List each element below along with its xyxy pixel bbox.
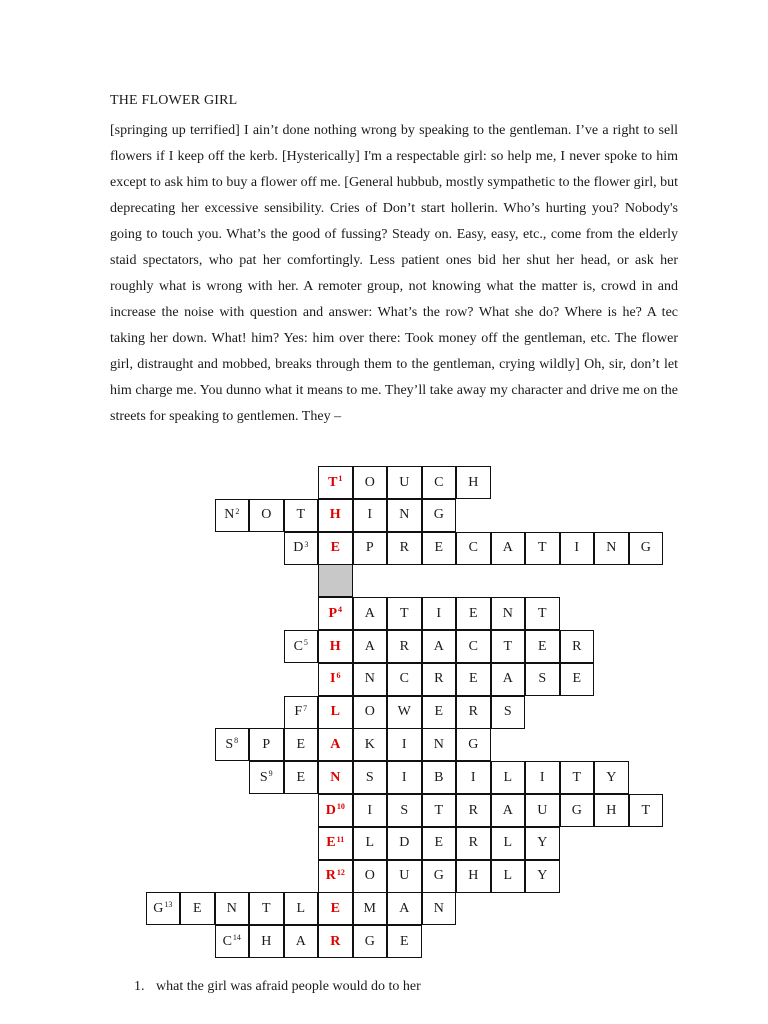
crossword-cell: H: [249, 925, 284, 958]
crossword-cell: T: [525, 532, 560, 565]
crossword-cell: W: [387, 696, 422, 729]
crossword-cell: E: [284, 728, 319, 761]
crossword-cell: I: [456, 761, 491, 794]
crossword-cell: H: [594, 794, 629, 827]
crossword-cell: G $^{13}$: [146, 892, 181, 925]
clue-item: [134, 978, 421, 996]
crossword-cell: G: [629, 532, 664, 565]
crossword-cell: T: [422, 794, 457, 827]
crossword-cell: R: [318, 925, 353, 958]
crossword-cell: S $^9$: [249, 761, 284, 794]
crossword-cell: G: [353, 925, 388, 958]
crossword-cell: U: [387, 860, 422, 893]
crossword-cell: R: [387, 630, 422, 663]
crossword-cell: A: [353, 597, 388, 630]
crossword-cell: Y: [525, 860, 560, 893]
crossword-cell: A: [491, 663, 526, 696]
crossword-cell: N: [318, 761, 353, 794]
crossword-cell: M: [353, 892, 388, 925]
crossword-cell: G: [560, 794, 595, 827]
crossword-cell: C $^5$: [284, 630, 319, 663]
clue-number: 6: [336, 670, 341, 680]
crossword-cell: E: [560, 663, 595, 696]
crossword-cell: F $^7$: [284, 696, 319, 729]
crossword-cell: O: [353, 466, 388, 499]
crossword-cell: N $^2$: [215, 499, 250, 532]
crossword-cell: K: [353, 728, 388, 761]
clue-number: 13: [164, 900, 173, 910]
crossword-cell: L: [318, 696, 353, 729]
crossword-cell: E: [318, 892, 353, 925]
crossword-cell: U: [387, 466, 422, 499]
document-title: THE FLOWER GIRL: [110, 93, 238, 108]
crossword-cell: N: [422, 892, 457, 925]
crossword-cell: R: [456, 794, 491, 827]
crossword-cell: E $^{11}$: [318, 827, 353, 860]
crossword-cell: D: [387, 827, 422, 860]
clue-number: 4: [338, 605, 343, 615]
crossword-cell: A: [491, 794, 526, 827]
crossword-cell: S: [491, 696, 526, 729]
crossword-cell: H: [318, 499, 353, 532]
crossword-cell: S: [387, 794, 422, 827]
clue-number: 8: [234, 736, 239, 746]
clue-number: 3: [304, 539, 309, 549]
crossword-cell: C: [422, 466, 457, 499]
crossword-cell: C: [456, 630, 491, 663]
crossword-cell: I: [422, 597, 457, 630]
clue-number: 10: [336, 802, 345, 811]
passage-text: [springing up terrified] I ain’t done nothing wrong by speaking to the gentleman. I’ve a right to sell flowers if I keep off the kerb. [Hysterically] I'm a respectable girl: so help me, I never spoke to him except to ask him to buy a flower off me. [General hubbub, mostly sympathetic to the flower girl, but deprecating her excessive sensibility. Cries of Don’t start hollerin. Who’s hurting you? Nobody's going to touch you. What’s the good of fussing? Steady on. Easy, easy, etc., come from the elderly staid spectators, who pat her comfortingly. Less patient ones bid her shut her head, or ask her roughly what is wrong with her. A remoter group, not knowing what the matter is, crowd in and increase the noise with question and answer: What’s the row? What she do? Where is he? A tec taking her down. What! him? Yes: him over there: Took money off the gentleman, etc. The flower girl, distraught and mobbed, breaks through them to the gentleman, crying wildly] Oh, sir, don’t let him charge me. You dunno what it means to me. They’ll take away my character and drive me on the streets for speaking to gentlemen. They –: [110, 123, 678, 424]
crossword-cell: I: [387, 761, 422, 794]
clue-number: 2: [235, 506, 240, 516]
crossword-cell: L: [491, 761, 526, 794]
crossword-cell: C: [456, 532, 491, 565]
crossword-cell: A: [353, 630, 388, 663]
crossword-cell: T: [387, 597, 422, 630]
crossword-cell-shaded: [318, 564, 353, 597]
crossword-cell: O: [249, 499, 284, 532]
clue-item-text: what the girl was afraid people would do to her: [156, 979, 421, 994]
crossword-cell: S: [525, 663, 560, 696]
crossword-cell: T $^1$: [318, 466, 353, 499]
crossword-cell: L: [491, 860, 526, 893]
crossword-cell: Y: [594, 761, 629, 794]
clue-number: 7: [303, 703, 308, 713]
crossword-cell: R: [422, 663, 457, 696]
crossword-cell: E: [456, 597, 491, 630]
crossword-cell: N: [422, 728, 457, 761]
crossword-cell: R: [387, 532, 422, 565]
clue-number: 1: [338, 474, 343, 483]
crossword-cell: D $^{10}$: [318, 794, 353, 827]
crossword-cell: G: [456, 728, 491, 761]
crossword-cell: T: [491, 630, 526, 663]
crossword-cell: N: [387, 499, 422, 532]
crossword-cell: A: [387, 892, 422, 925]
clue-number: 5: [303, 638, 308, 647]
crossword-cell: E: [456, 663, 491, 696]
crossword-cell: I $^6$: [318, 663, 353, 696]
crossword-cell: P $^4$: [318, 597, 353, 630]
crossword-cell: L: [491, 827, 526, 860]
crossword-cell: A: [491, 532, 526, 565]
crossword-cell: T: [284, 499, 319, 532]
clue-number: 12: [336, 867, 345, 877]
crossword-cell: A: [422, 630, 457, 663]
crossword-cell: B: [422, 761, 457, 794]
crossword-cell: E: [422, 696, 457, 729]
crossword-cell: T: [525, 597, 560, 630]
crossword-cell: D $^3$: [284, 532, 319, 565]
crossword-cell: O: [353, 696, 388, 729]
crossword-cell: G: [422, 860, 457, 893]
crossword-cell: H: [318, 630, 353, 663]
crossword-cell: S $^8$: [215, 728, 250, 761]
crossword-cell: E: [422, 532, 457, 565]
crossword-cell: I: [387, 728, 422, 761]
crossword-cell: C: [387, 663, 422, 696]
crossword-cell: L: [353, 827, 388, 860]
crossword-cell: I: [560, 532, 595, 565]
clue-number: 11: [336, 834, 345, 844]
crossword-cell: N: [215, 892, 250, 925]
crossword-cell: I: [353, 794, 388, 827]
crossword-cell: A: [318, 728, 353, 761]
crossword-cell: H: [456, 466, 491, 499]
crossword-cell: P: [249, 728, 284, 761]
crossword-cell: R: [456, 827, 491, 860]
clue-number: 9: [268, 769, 273, 779]
crossword-cell: R: [456, 696, 491, 729]
crossword-cell: T: [560, 761, 595, 794]
crossword-cell: E: [318, 532, 353, 565]
crossword-cell: L: [284, 892, 319, 925]
crossword-cell: C $^{14}$: [215, 925, 250, 958]
crossword-cell: R: [560, 630, 595, 663]
crossword-cell: E: [180, 892, 215, 925]
crossword-cell: E: [525, 630, 560, 663]
clue-item-number: 1.: [134, 979, 145, 994]
crossword-cell: N: [353, 663, 388, 696]
clue-list: [134, 978, 421, 996]
crossword-cell: S: [353, 761, 388, 794]
crossword-cell: G: [422, 499, 457, 532]
crossword-cell: I: [525, 761, 560, 794]
crossword-cell: U: [525, 794, 560, 827]
crossword-cell: N: [594, 532, 629, 565]
crossword-cell: H: [456, 860, 491, 893]
crossword-cell: E: [422, 827, 457, 860]
crossword-cell: T: [629, 794, 664, 827]
crossword-cell: N: [491, 597, 526, 630]
crossword-cell: A: [284, 925, 319, 958]
crossword-cell: O: [353, 860, 388, 893]
crossword-cell: T: [249, 892, 284, 925]
crossword-cell: Y: [525, 827, 560, 860]
crossword-cell: R $^{12}$: [318, 860, 353, 893]
clue-number: 14: [232, 933, 241, 943]
crossword-cell: P: [353, 532, 388, 565]
crossword-cell: E: [284, 761, 319, 794]
crossword-cell: I: [353, 499, 388, 532]
crossword-cell: E: [387, 925, 422, 958]
